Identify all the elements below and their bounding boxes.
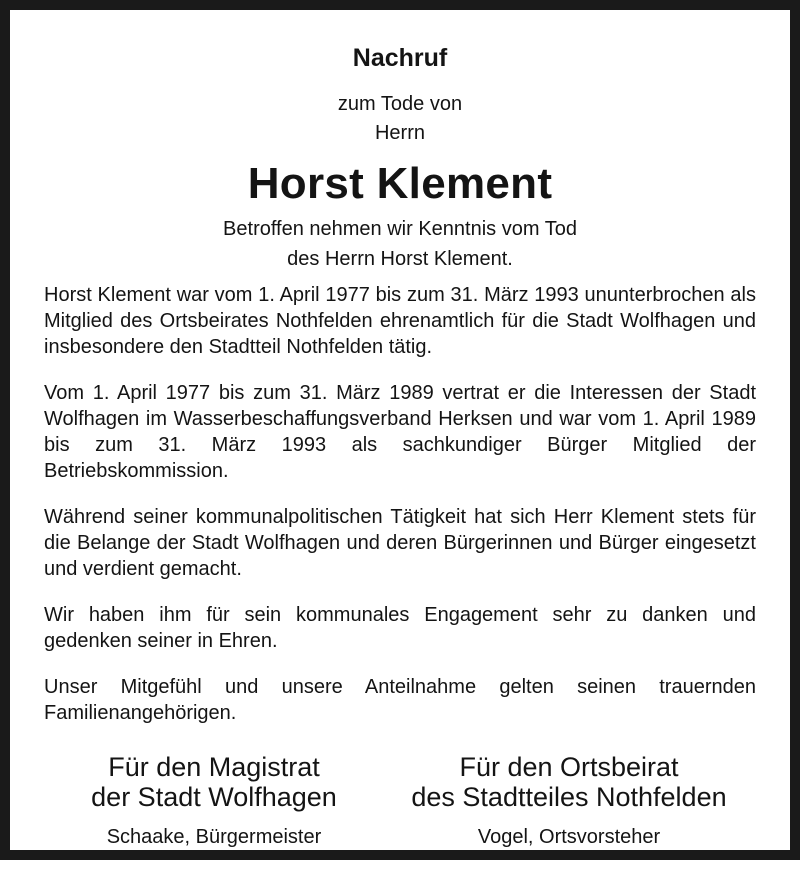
signature-org-line-2: des Stadtteiles Nothfelden: [411, 782, 727, 812]
deceased-name: Horst Klement: [247, 159, 553, 208]
signature-magistrat: [44, 752, 384, 850]
notice-subline-tode: zum Tode von: [337, 93, 463, 115]
signer-name: Schaake, Bürgermeister: [106, 826, 322, 848]
signature-org-line-2: der Stadt Wolfhagen: [91, 782, 337, 812]
paragraph-commitment: Während seiner kommunalpolitischen Tätigkeit hat sich Herr Klement stets für die Belange der Stadt Wolfhagen und deren Bürgerinnen und Bürger eingesetzt und verdient gemacht.: [44, 506, 756, 580]
signature-org-line-1: Für den Magistrat: [108, 752, 320, 782]
intro-line-1: Betroffen nehmen wir Kenntnis vom Tod: [223, 218, 577, 240]
intro-line-2: des Herrn Horst Klement.: [287, 248, 513, 270]
paragraph-condolences: Unser Mitgefühl und unsere Anteilnahme gelten seinen trauernden Familienangehörigen.: [44, 676, 756, 724]
obituary-notice: [44, 30, 756, 872]
signature-block: [44, 752, 756, 872]
paragraph-service: Horst Klement war vom 1. April 1977 bis zum 31. März 1993 ununterbrochen als Mitglied des Ortsbeirates Nothfelden ehrenamtlich für die Stadt Wolfhagen und insbesondere den Stadtteil Nothfelden tätig.: [44, 284, 756, 358]
notice-subline-herrn: Herrn: [374, 122, 425, 144]
signer-name: Vogel, Ortsvorsteher: [477, 826, 661, 848]
signature-org-line-1: Für den Ortsbeirat: [459, 752, 679, 782]
paragraph-water-association: Vom 1. April 1977 bis zum 31. März 1989 vertrat er die Interessen der Stadt Wolfhagen im Wasserbeschaffungsverband Herksen und war vom 1. April 1989 bis zum 31. März 1993 als sachkundiger Bürger Mitglied der Betriebskommission.: [44, 382, 756, 482]
signature-ortsbeirat: [374, 752, 764, 850]
notice-heading: Nachruf: [352, 44, 448, 72]
paragraph-thanks: Wir haben ihm für sein kommunales Engagement sehr zu danken und gedenken seiner in Ehren.: [44, 604, 756, 652]
